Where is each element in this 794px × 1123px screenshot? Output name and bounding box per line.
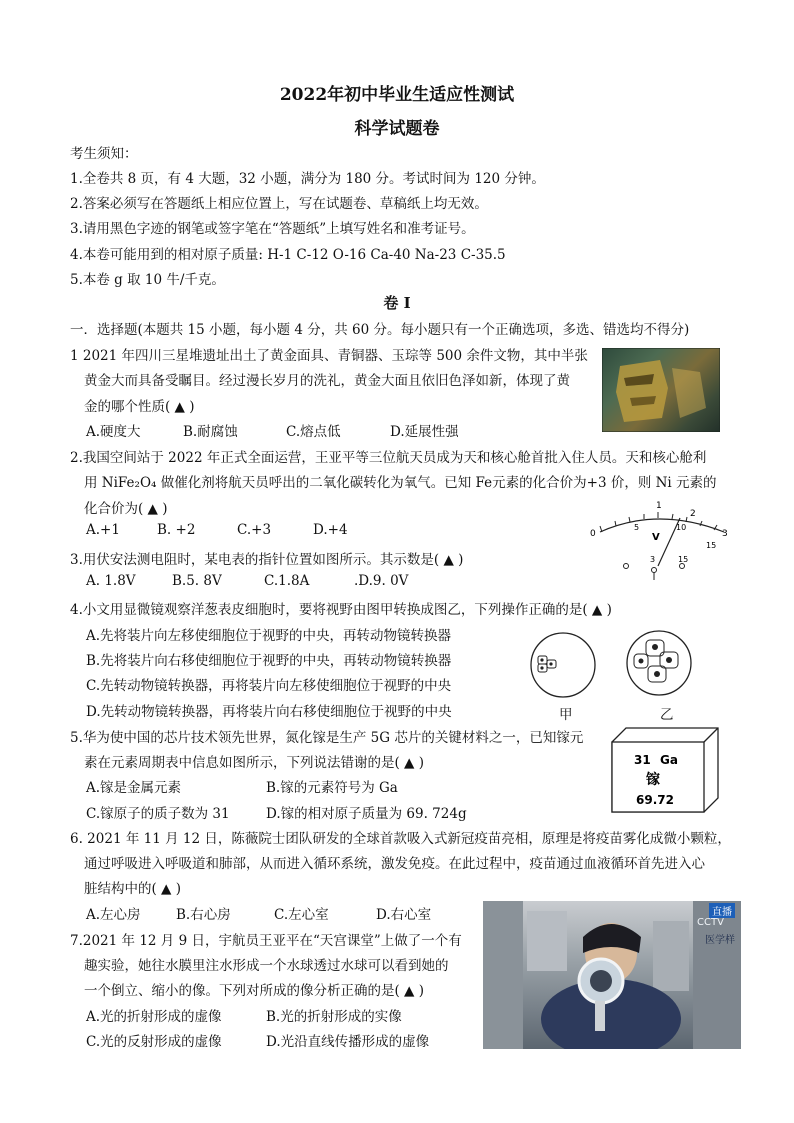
- q7-option-b: B.光的折射形成的实像: [266, 1009, 402, 1025]
- meter-terminal: 15: [678, 555, 689, 564]
- voltmeter-dial: [584, 496, 734, 588]
- q3-option-b: B.5. 8V: [172, 573, 222, 589]
- notice-item: 4.本卷可能用到的相对原子质量: H-1 C-12 O-16 Ca-40 Na-23 C-35.5: [70, 247, 506, 263]
- label-jia: 甲: [559, 707, 573, 723]
- q6-text: 脏结构中的( ▲ ): [84, 881, 181, 897]
- notice-item: 5.本卷 g 取 10 牛/千克。: [70, 272, 225, 288]
- q4-option-b: B.先将装片向右移使细胞位于视野的中央，再转动物镜转换器: [86, 653, 452, 669]
- q3-option-d: .D.9. 0V: [354, 573, 409, 589]
- section-label: 卷 I: [383, 294, 411, 312]
- page-subtitle: 科学试题卷: [354, 119, 440, 139]
- q5-text: 素在元素周期表中信息如图所示，下列说法错谢的是( ▲ ): [84, 755, 424, 771]
- meter-label: 2: [690, 509, 696, 519]
- q2-text: 化合价为( ▲ ): [84, 501, 168, 517]
- meter-label: 3: [722, 529, 728, 539]
- q1-option-c: C.熔点低: [286, 424, 341, 440]
- meter-needle: [658, 518, 680, 566]
- q3-option-a: A. 1.8V: [86, 573, 136, 589]
- q7-text: 7.2021 年 12 月 9 日，宇航员王亚平在“天宫课堂”上做了一个有: [70, 933, 462, 949]
- element-symbol: Ga: [660, 753, 678, 767]
- element-number: 31: [634, 753, 651, 767]
- q7-option-d: D.光沿直线传播形成的虚像: [266, 1034, 430, 1050]
- section-intro: 一．选择题(本题共 15 小题，每小题 4 分，共 60 分。每小题只有一个正确选项，多选、错选均不得分): [70, 322, 690, 338]
- q3-text: 3.用伏安法测电阻时，某电表的指针位置如图所示。其示数是( ▲ ): [70, 552, 464, 568]
- live-badge: 直播: [709, 903, 735, 918]
- q6-option-c: C.左心室: [274, 907, 329, 923]
- gallium-element-card: [608, 724, 722, 816]
- notice-heading: 考生须知：: [70, 146, 138, 162]
- q1-option-b: B.耐腐蚀: [183, 424, 238, 440]
- gold-mask-photo: [602, 348, 720, 432]
- q2-option-b: B. +2: [157, 522, 196, 538]
- meter-label: 10: [676, 523, 687, 532]
- element-name: 镓: [646, 772, 660, 788]
- q5-option-c: C.镓原子的质子数为 31: [86, 806, 230, 822]
- q1-text: 金的哪个性质( ▲ ): [84, 399, 195, 415]
- q7-text: 一个倒立、缩小的像。下列对所成的像分析正确的是( ▲ ): [84, 983, 424, 999]
- q2-text: 用 NiFe₂O₄ 做催化剂将航天员呼出的二氧化碳转化为氧气。已知 Fe元素的化合价为+3 价，则 Ni 元素的: [84, 475, 717, 491]
- q4-option-c: C.先转动物镜转换器，再将装片向左移使细胞位于视野的中央: [86, 678, 452, 694]
- q7-option-a: A.光的折射形成的虚像: [86, 1009, 222, 1025]
- microscope-view-a: [528, 630, 598, 700]
- q6-option-d: D.右心室: [376, 907, 432, 923]
- q6-option-b: B.右心房: [176, 907, 231, 923]
- meter-label: 5: [634, 523, 640, 532]
- q6-text: 通过呼吸进入呼吸道和肺部，从而进入循环系统，激发免疫。在此过程中，疫苗通过血液循环首先进入心: [84, 856, 705, 872]
- q6-text: 6. 2021 年 11 月 12 日，陈薇院士团队研发的全球首款吸入式新冠疫苗亮相，原理是将疫苗雾化成微小颗粒，: [70, 831, 731, 847]
- notice-item: 2.答案必须写在答题纸上相应位置上，写在试题卷、草稿纸上均无效。: [70, 196, 488, 212]
- q3-option-c: C.1.8A: [264, 573, 310, 589]
- q6-option-a: A.左心房: [86, 907, 141, 923]
- q7-text: 趣实验，她往水膜里注水形成一个水球透过水球可以看到她的: [84, 958, 449, 974]
- q5-text: 5.华为使中国的芯片技术领先世界，氮化镓是生产 5G 芯片的关键材料之一，已知镓元: [70, 730, 584, 746]
- notice-item: 3.请用黑色字迹的钢笔或签字笔在“答题纸”上填写姓名和准考证号。: [70, 221, 475, 237]
- q5-option-d: D.镓的相对原子质量为 69. 724g: [266, 806, 467, 822]
- element-mass: 69.72: [636, 793, 674, 807]
- q1-text: 1 2021 年四川三星堆遗址出土了黄金面具、青铜器、玉琮等 500 余件文物，其中半张: [70, 348, 588, 364]
- channel-logo: CCTV: [697, 917, 724, 928]
- q5-option-a: A.镓是金属元素: [86, 780, 182, 796]
- meter-label: 15: [706, 541, 717, 550]
- meter-label: 1: [656, 501, 662, 511]
- q2-option-a: A.+1: [86, 522, 120, 538]
- meter-unit: V: [652, 532, 660, 543]
- notice-item: 1.全卷共 8 页，有 4 大题，32 小题，满分为 180 分。考试时间为 120 分钟。: [70, 171, 545, 187]
- q5-option-b: B.镓的元素符号为 Ga: [266, 780, 398, 796]
- q1-option-a: A.硬度大: [86, 424, 141, 440]
- meter-label: 0: [590, 529, 596, 539]
- microscope-view-b: [624, 628, 694, 698]
- q2-text: 2.我国空间站于 2022 年正式全面运营，王亚平等三位航天员成为天和核心舱首批入住人员。天和核心舱利: [70, 450, 707, 466]
- q1-option-d: D.延展性强: [390, 424, 459, 440]
- label-yi: 乙: [660, 707, 674, 723]
- q2-option-c: C.+3: [237, 522, 272, 538]
- q4-text: 4.小文用显微镜观察洋葱表皮细胞时，要将视野由图甲转换成图乙，下列操作正确的是( ▲ ): [70, 602, 612, 618]
- page-title: 2022年初中毕业生适应性测试: [279, 85, 515, 105]
- q4-option-a: A.先将装片向左移使细胞位于视野的中央，再转动物镜转换器: [86, 628, 452, 644]
- q1-text: 黄金大而具备受瞩目。经过漫长岁月的洗礼，黄金大面且依旧色泽如新，体现了黄: [84, 373, 570, 389]
- q7-option-c: C.光的反射形成的虚像: [86, 1034, 222, 1050]
- meter-terminal: 3: [650, 555, 656, 564]
- q4-option-d: D.先转动物镜转换器，再将装片向右移使细胞位于视野的中央: [86, 704, 452, 720]
- q2-option-d: D.+4: [313, 522, 348, 538]
- tv-caption: 医学样: [705, 935, 735, 946]
- space-station-photo: [483, 901, 741, 1049]
